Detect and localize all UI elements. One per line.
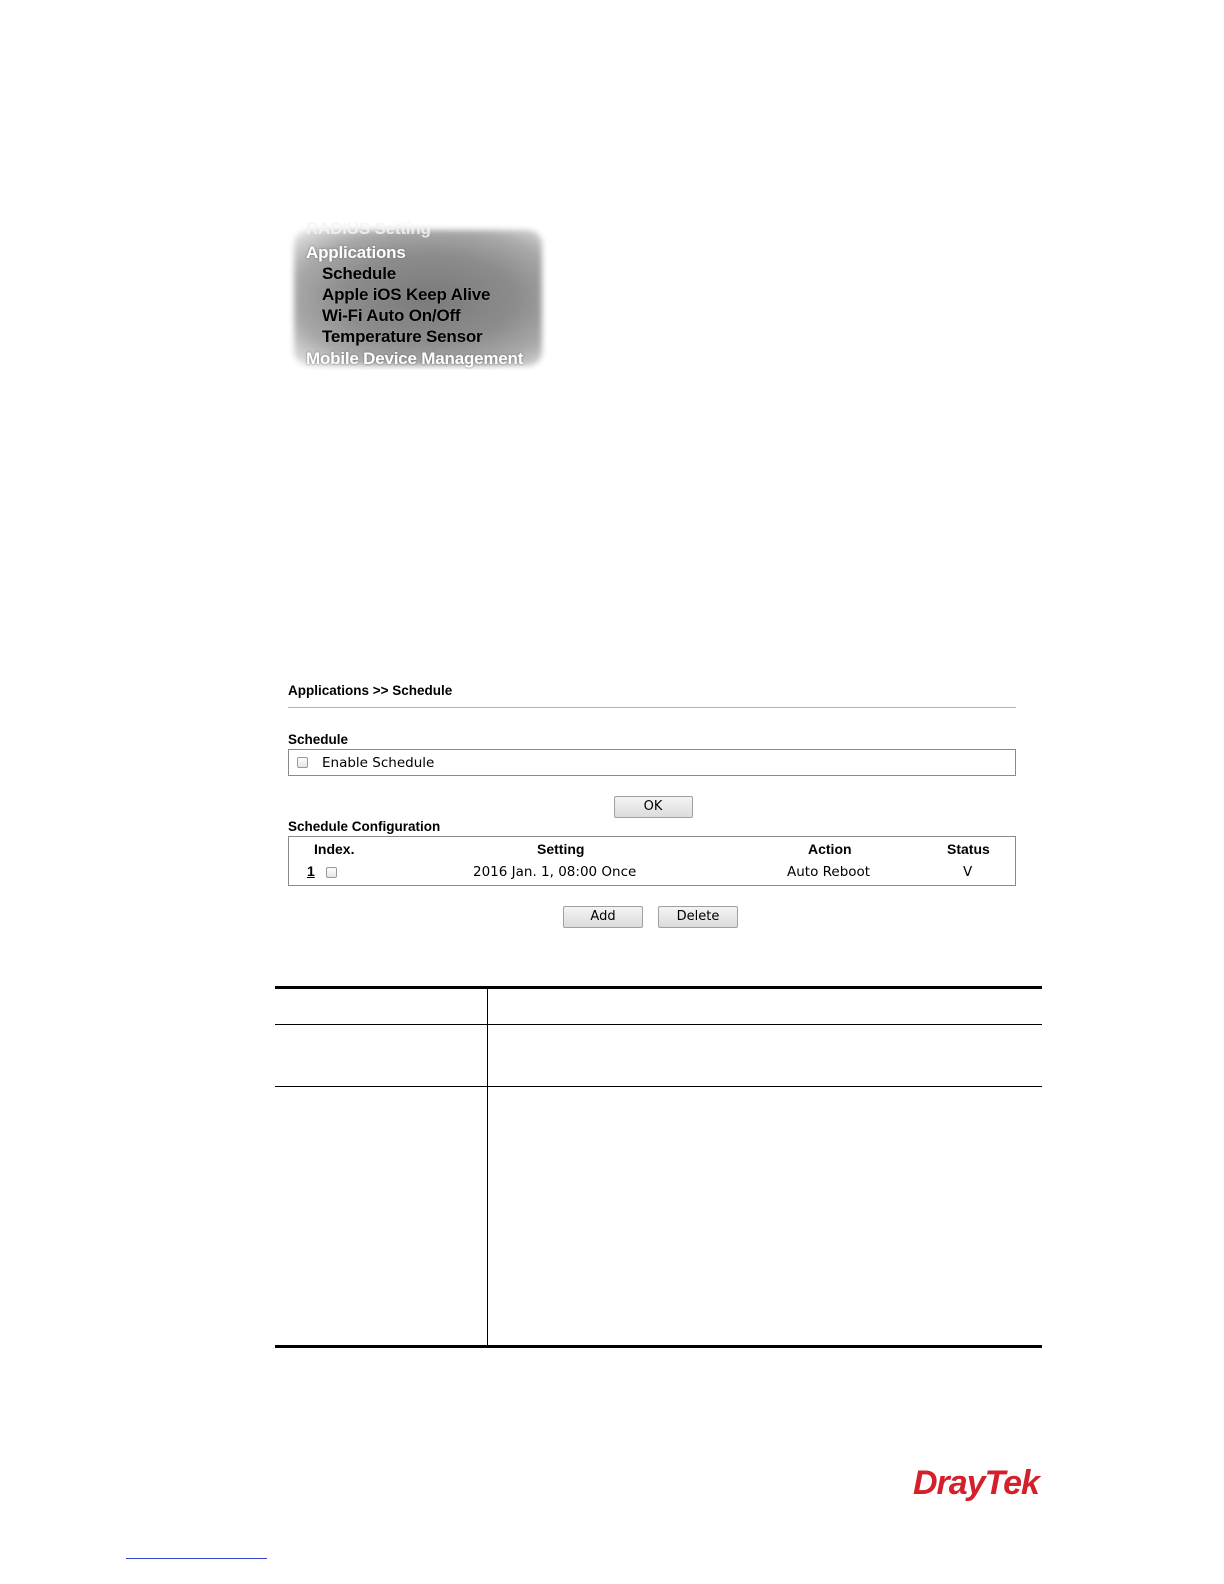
column-header-status: Status (947, 841, 990, 857)
enable-schedule-checkbox[interactable] (297, 757, 308, 768)
delete-button[interactable]: Delete (658, 906, 738, 928)
table-top-rule (275, 986, 1042, 989)
row-status: V (963, 864, 973, 880)
column-header-index: Index. (314, 841, 355, 857)
ok-row (288, 796, 1016, 818)
title-divider (288, 707, 1016, 708)
enable-schedule-label: Enable Schedule (322, 754, 435, 771)
column-header-action: Action (808, 841, 852, 857)
enable-schedule-box (288, 749, 1016, 776)
schedule-section-title: Schedule (288, 732, 349, 747)
row-setting: 2016 Jan. 1, 08:00 Once (473, 864, 637, 880)
page-title: Applications >> Schedule (288, 683, 453, 698)
menu-item-wifi-auto-on-off[interactable]: Wi-Fi Auto On/Off (322, 306, 461, 325)
table-bottom-rule (275, 1345, 1042, 1348)
table-row-divider (275, 1086, 1042, 1087)
ok-button[interactable]: OK (614, 796, 693, 818)
column-header-setting: Setting (537, 841, 585, 857)
row-action: Auto Reboot (787, 864, 871, 880)
menu-header-applications[interactable]: Applications (306, 243, 406, 262)
footer-link-underline (126, 1558, 267, 1559)
schedule-configuration-title: Schedule Configuration (288, 819, 441, 834)
menu-item-temperature-sensor[interactable]: Temperature Sensor (322, 327, 483, 346)
schedule-page (288, 680, 1016, 928)
table-column-divider (487, 989, 488, 1345)
menu-item-apple-ios-keep-alive[interactable]: Apple iOS Keep Alive (322, 285, 491, 304)
description-table (275, 986, 1042, 1348)
draytek-logo-text: DrayTek (913, 1464, 1039, 1502)
schedule-table (288, 836, 1016, 886)
table-row-divider (275, 1024, 1042, 1025)
row-select-checkbox[interactable] (326, 867, 337, 878)
menu-item-schedule[interactable]: Schedule (322, 264, 396, 283)
row-index-link[interactable]: 1 (307, 863, 315, 879)
add-button[interactable]: Add (563, 906, 643, 928)
menu-item-radius-setting[interactable]: RADIUS Setting (306, 222, 431, 238)
table-buttons (288, 906, 1016, 928)
draytek-logo (913, 1460, 1043, 1504)
menu-item-mobile-device-management[interactable]: Mobile Device Management (306, 349, 524, 368)
sidebar-menu-snapshot (288, 222, 548, 370)
